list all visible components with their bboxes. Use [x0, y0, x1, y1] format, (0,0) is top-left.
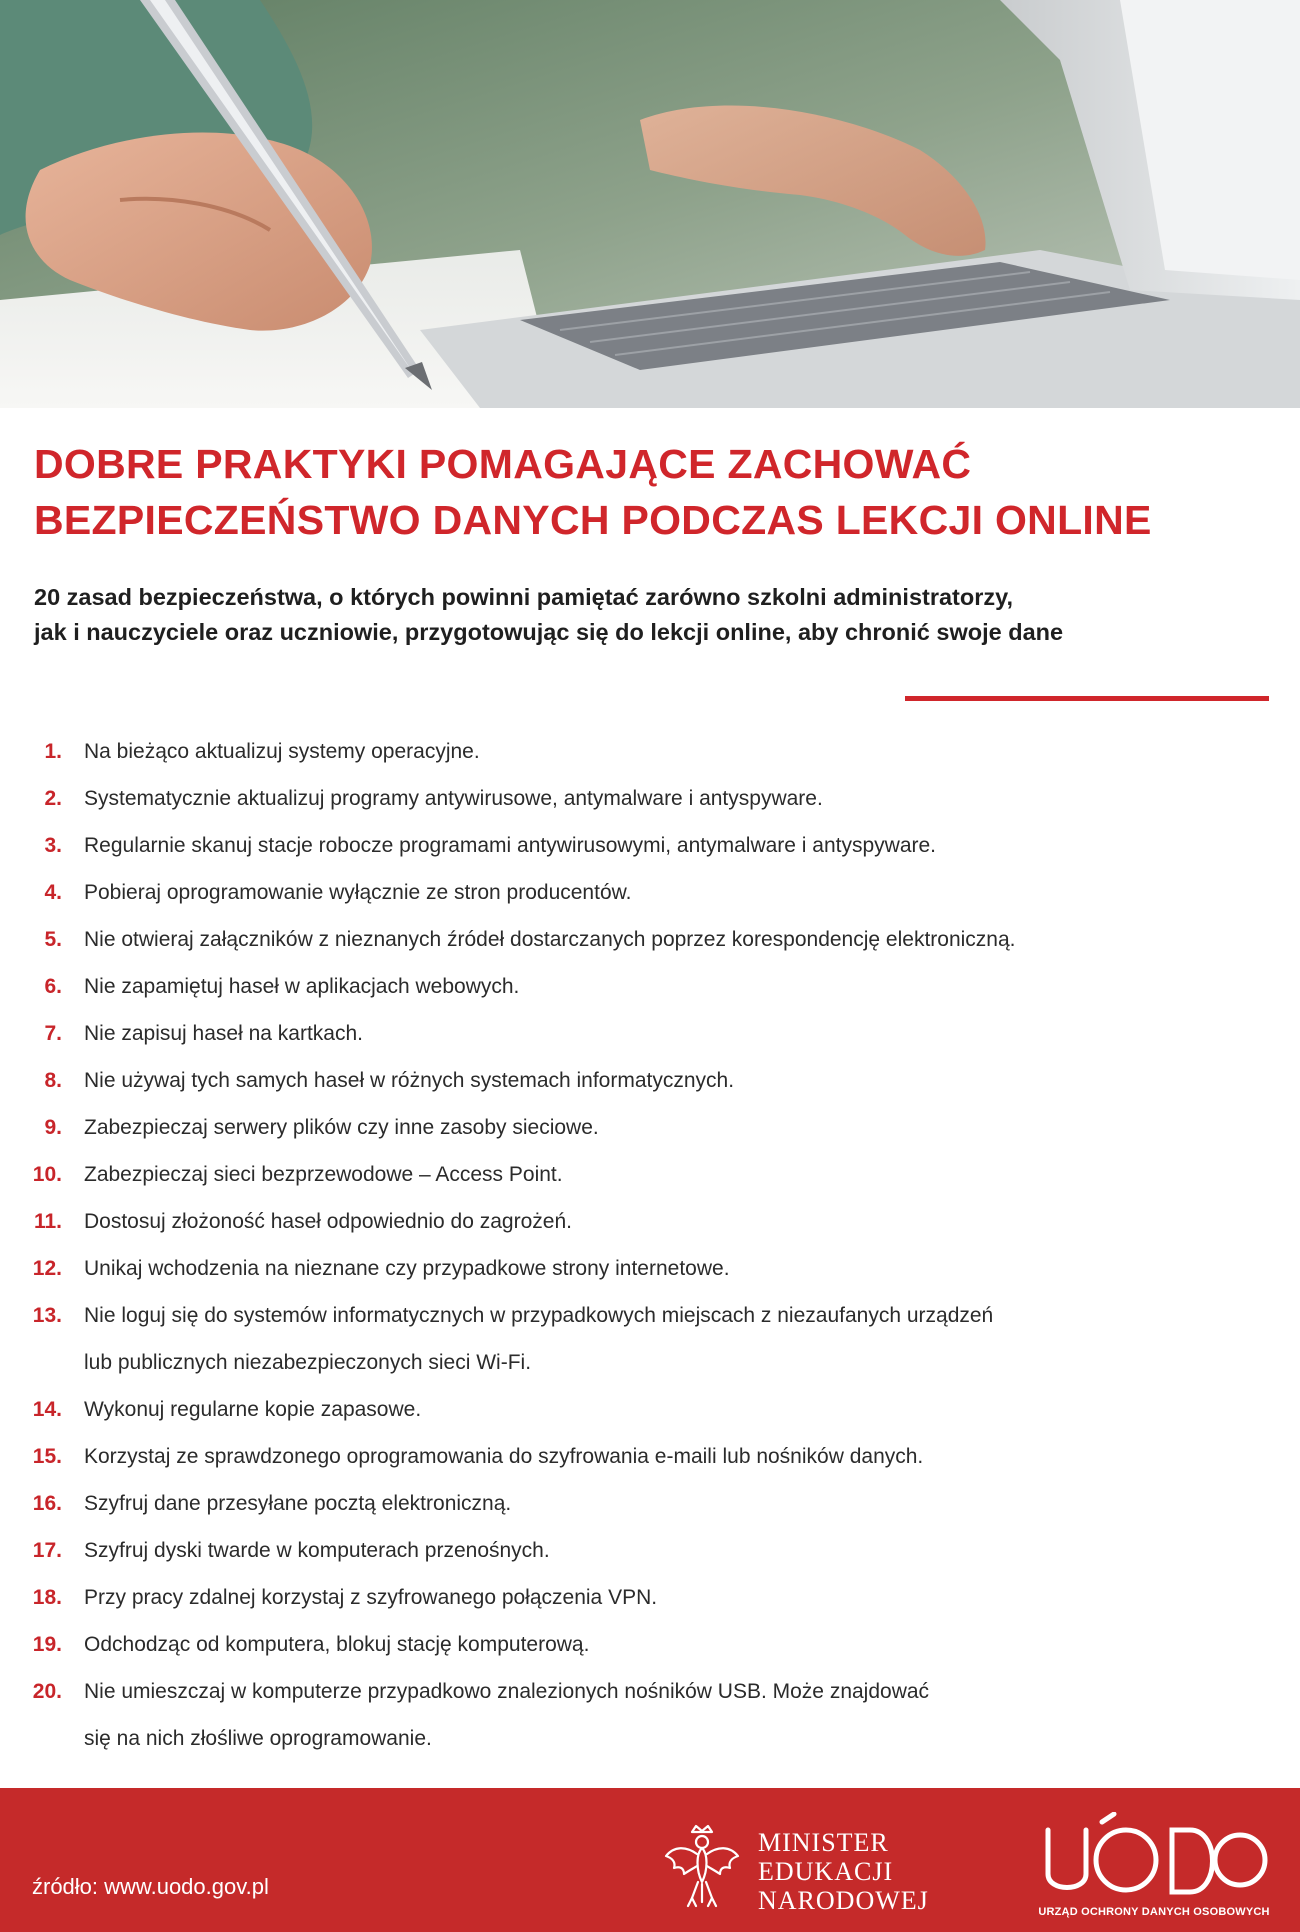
rule-item — [0, 1104, 1300, 1151]
rule-item — [0, 775, 1300, 822]
rule-item — [0, 1480, 1300, 1527]
rule-number: 9. — [44, 1116, 62, 1139]
rule-text: Nie zapisuj haseł na kartkach. — [84, 1022, 363, 1045]
footer — [0, 1788, 1300, 1932]
minister-line-3: NARODOWEJ — [758, 1886, 929, 1915]
rule-number: 19. — [32, 1633, 62, 1656]
rule-text: Nie otwieraj załączników z nieznanych źródeł dostarczanych poprzez korespondencję elektroniczną. — [84, 928, 1016, 951]
hero-photo — [0, 0, 1300, 408]
page-title-line-2: BEZPIECZEŃSTWO DANYCH PODCZAS LEKCJI ONLINE — [34, 497, 1152, 543]
rule-text: Zabezpieczaj sieci bezprzewodowe – Access Point. — [84, 1163, 563, 1186]
rule-item — [0, 1057, 1300, 1104]
rule-text: Pobieraj oprogramowanie wyłącznie ze stron producentów. — [84, 881, 632, 904]
rule-number: 6. — [44, 975, 62, 998]
rule-text: Systematycznie aktualizuj programy antywirusowe, antymalware i antyspyware. — [84, 787, 823, 810]
polish-eagle-emblem — [662, 1822, 742, 1912]
rule-number: 18. — [32, 1586, 62, 1609]
rule-text: Szyfruj dane przesyłane pocztą elektroniczną. — [84, 1492, 512, 1515]
rule-item — [0, 916, 1300, 963]
rule-text: Regularnie skanuj stacje robocze programami antywirusowymi, antymalware i antyspyware. — [84, 834, 937, 857]
rule-text: Nie umieszczaj w komputerze przypadkowo znalezionych nośników USB. Może znajdować — [84, 1680, 930, 1703]
page-title-line-1: DOBRE PRAKTYKI POMAGAJĄCE ZACHOWAĆ — [34, 441, 972, 487]
page-title — [34, 436, 1284, 548]
rule-item — [0, 1292, 1300, 1386]
minister-edukacji-narodowej-logo — [758, 1828, 929, 1915]
hero-illustration — [0, 0, 1300, 408]
rule-item — [0, 728, 1300, 775]
rule-text: Dostosuj złożoność haseł odpowiednio do zagrożeń. — [84, 1210, 572, 1233]
rule-item — [0, 1386, 1300, 1433]
rule-number: 2. — [44, 787, 62, 810]
uodo-logo — [1040, 1812, 1270, 1904]
rule-item — [0, 1151, 1300, 1198]
rule-text-continued: się na nich złośliwe oprogramowanie. — [84, 1727, 432, 1750]
rule-item — [0, 869, 1300, 916]
rule-text: Nie zapamiętuj haseł w aplikacjach webowych. — [84, 975, 520, 998]
rule-item — [0, 1574, 1300, 1621]
rule-number: 4. — [44, 881, 62, 904]
minister-line-2: EDUKACJI — [758, 1857, 894, 1886]
rule-text: Wykonuj regularne kopie zapasowe. — [84, 1398, 422, 1421]
rule-item — [0, 1433, 1300, 1480]
page-subtitle-line-2: jak i nauczyciele oraz uczniowie, przygotowując się do lekcji online, aby chronić swoje dane — [34, 619, 1064, 645]
rule-number: 5. — [44, 928, 62, 951]
rule-number: 1. — [44, 740, 62, 763]
rule-item — [0, 1198, 1300, 1245]
rule-number: 17. — [32, 1539, 62, 1562]
rule-item — [0, 822, 1300, 869]
page-subtitle — [34, 580, 1284, 650]
rule-number: 12. — [32, 1257, 62, 1280]
rule-number: 16. — [32, 1492, 62, 1515]
rule-item — [0, 1010, 1300, 1057]
rule-text: Przy pracy zdalnej korzystaj z szyfrowanego połączenia VPN. — [84, 1586, 658, 1609]
rule-number: 11. — [33, 1210, 62, 1233]
source-link[interactable]: źródło: www.uodo.gov.pl — [32, 1874, 269, 1899]
rule-text: Nie używaj tych samych haseł w różnych systemach informatycznych. — [84, 1069, 735, 1092]
rule-number: 8. — [44, 1069, 62, 1092]
rule-item — [0, 1245, 1300, 1292]
rule-number: 10. — [32, 1163, 62, 1186]
rule-item — [0, 1621, 1300, 1668]
rule-text: Korzystaj ze sprawdzonego oprogramowania do szyfrowania e-maili lub nośników danych. — [84, 1445, 924, 1468]
rule-text: Odchodząc od komputera, blokuj stację komputerową. — [84, 1633, 590, 1656]
rule-text: Szyfruj dyski twarde w komputerach przenośnych. — [84, 1539, 550, 1562]
page-subtitle-line-1: 20 zasad bezpieczeństwa, o których powinni pamiętać zarówno szkolni administratorzy, — [34, 584, 1013, 610]
rule-number: 13. — [32, 1304, 62, 1327]
rule-number: 14. — [32, 1398, 62, 1421]
rule-number: 7. — [44, 1022, 62, 1045]
rule-text-continued: lub publicznych niezabezpieczonych sieci Wi-Fi. — [84, 1351, 532, 1374]
rule-number: 15. — [32, 1445, 62, 1468]
rule-number: 3. — [44, 834, 62, 857]
rule-number: 20. — [32, 1680, 62, 1703]
accent-divider — [905, 696, 1269, 701]
minister-line-1: MINISTER — [758, 1828, 889, 1857]
rule-item — [0, 1668, 1300, 1762]
rules-list — [0, 728, 1300, 1762]
rule-item — [0, 963, 1300, 1010]
uodo-caption: URZĄD OCHRONY DANYCH OSOBOWYCH — [1038, 1906, 1270, 1918]
rule-text: Zabezpieczaj serwery plików czy inne zasoby sieciowe. — [84, 1116, 599, 1139]
rule-text: Nie loguj się do systemów informatycznych w przypadkowych miejscach z niezaufanych urządzeń — [84, 1304, 994, 1327]
rule-item — [0, 1527, 1300, 1574]
rule-text: Na bieżąco aktualizuj systemy operacyjne. — [84, 740, 480, 763]
rule-text: Unikaj wchodzenia na nieznane czy przypadkowe strony internetowe. — [84, 1257, 730, 1280]
